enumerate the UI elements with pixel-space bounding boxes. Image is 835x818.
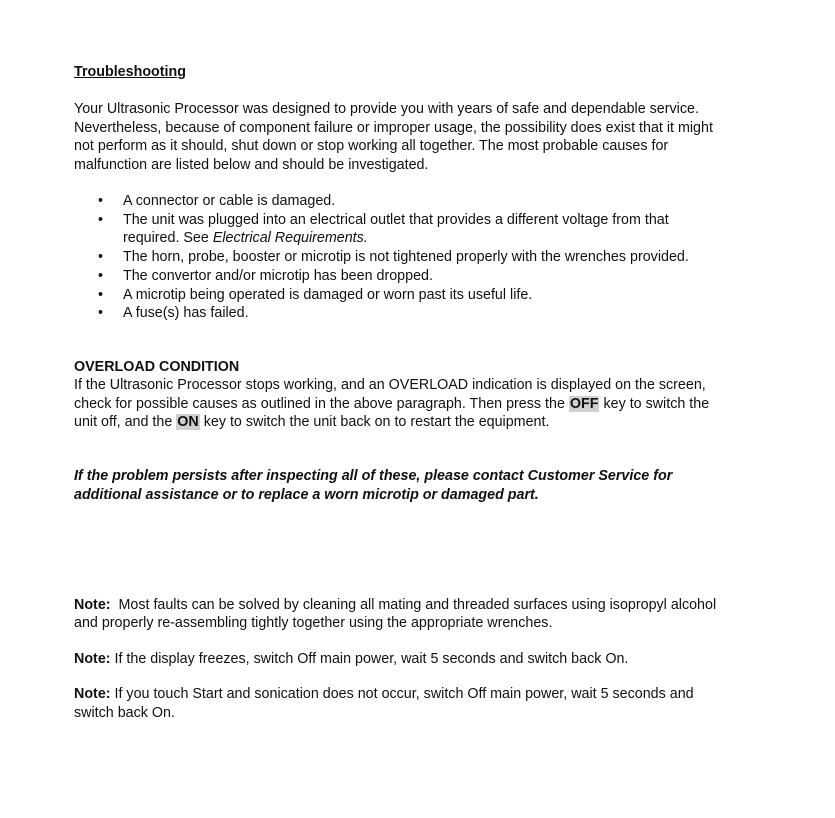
page-title: Troubleshooting [74, 64, 186, 80]
overload-text-2: key to switch the unit off, and the [74, 395, 710, 431]
list-item-text: The horn, probe, booster or microtip is not tightened properly with the wrenches provided. [123, 249, 689, 266]
electrical-requirements-reference: Electrical Requirements. [212, 230, 368, 247]
on-key-label: ON [177, 414, 199, 431]
list-item [74, 304, 724, 323]
bullet-icon: • [98, 267, 104, 284]
document-page [74, 62, 724, 722]
bullet-icon: • [98, 211, 104, 228]
list-item [74, 211, 724, 248]
list-item [74, 286, 724, 305]
list-item-text: A microtip being operated is damaged or worn past its useful life. [123, 286, 533, 303]
list-item-text: The convertor and/or microtip has been dropped. [123, 267, 433, 284]
note-label: Note: [74, 596, 111, 613]
bullet-icon: • [98, 249, 104, 266]
causes-list [74, 192, 724, 323]
list-item [74, 248, 724, 267]
list-item-text: A connector or cable is damaged. [123, 193, 336, 209]
note-cleaning [74, 596, 724, 633]
bullet-icon: • [98, 286, 104, 303]
overload-paragraph [74, 376, 724, 432]
list-item [74, 267, 724, 286]
note-label: Note: [74, 686, 111, 703]
overload-text-1: If the Ultrasonic Processor stops working, and an OVERLOAD indication is displayed on the screen, check for possible causes as outlined in the above paragraph. Then press the [74, 377, 706, 412]
note-label: Note: [74, 650, 111, 667]
note-text: If the display freezes, switch Off main power, wait 5 seconds and switch back On. [114, 650, 629, 667]
bullet-icon: • [98, 305, 104, 322]
off-key-label: OFF [569, 395, 599, 412]
note-display-freeze [74, 650, 724, 669]
note-sonication [74, 685, 724, 722]
list-item-text: The unit was plugged into an electrical outlet that provides a different voltage from that required. See [123, 211, 669, 247]
contact-support-warning: If the problem persists after inspecting all of these, please contact Customer Service for additional assistance or to replace a worn microtip or damaged part. [74, 467, 673, 503]
list-item [74, 192, 724, 211]
bullet-icon: • [98, 193, 104, 209]
note-text: If you touch Start and sonication does not occur, switch Off main power, wait 5 seconds and switch back On. [74, 686, 694, 721]
list-item-text: A fuse(s) has failed. [123, 305, 249, 322]
overload-section-title: OVERLOAD CONDITION [74, 358, 240, 375]
note-text: Most faults can be solved by cleaning all mating and threaded surfaces using isopropyl alcohol and properly re-assembling tightly together using the appropriate wrenches. [74, 596, 717, 632]
intro-paragraph: Your Ultrasonic Processor was designed to provide you with years of safe and dependable service. Nevertheless, because of component failure or improper usage, the possibility does exist that it might not perform as it should, shut down or stop working all together. The most probable causes for malfunction are listed below and should be investigated. [74, 101, 713, 173]
overload-text-3: key to switch the unit back on to restart the equipment. [203, 414, 550, 431]
